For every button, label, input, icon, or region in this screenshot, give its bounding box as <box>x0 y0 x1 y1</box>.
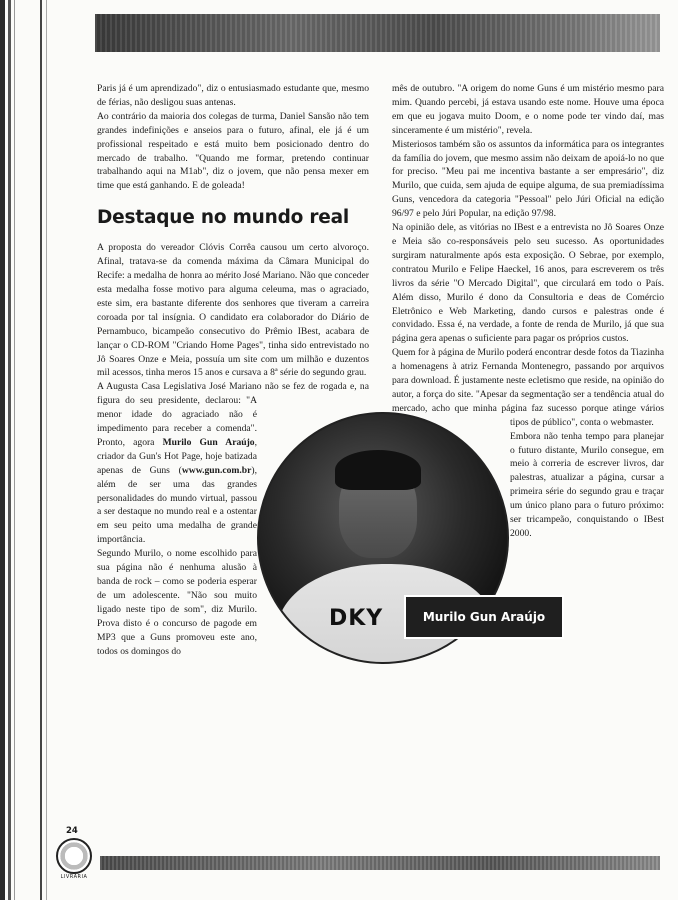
bold-url: www.gun.com.br <box>181 464 252 476</box>
paragraph: Ao contrário da maioria dos colegas de turma, Daniel Sansão não tem grandes indefinições e anseios para o futuro, afinal, ele já é um profissional respeitado e está muito bem posicionado dentro do mercado de trabalho. "Quando me formar, pretendo continuar trabalhando aqui na M1ab", diz o jovem, que não pensa mexer em time que está ganhando. E de goleada! <box>97 110 369 192</box>
paragraph: A proposta do vereador Clóvis Corrêa causou um certo alvoroço. Afinal, tratava-se da comenda máxima da Câmara Municipal do Recife: a medalha de honra ao mérito José Mariano. Não que conceder esta medalha fosse motivo para alguma celeuma, mas o agraciado, este sim, era bastante diferente dos senhores que tiveram a carreira coroada por tal insígnia. O candidato era colaborador do Diário de Pernambuco, bicampeão consecutivo do Prêmio IBest, acabara de lançar o CD-ROM "Criando Home Pages", tinha sido entrevistado no Jô Soares Onze e Meia, possuía um site com um milhão e duzentos mil acessos, tinha meros 15 anos e cursava a 8ª série do segundo grau. <box>97 242 369 379</box>
page-number: 24 <box>66 826 78 836</box>
binding-edge <box>0 0 5 900</box>
section-heading: Destaque no mundo real <box>97 207 350 229</box>
binding-edge-line <box>8 0 11 900</box>
paragraph: mês de outubro. "A origem do nome Guns é um mistério mesmo para mim. Quando percebi, já estava usando este nome. Houve uma época em que eu jogava muito Doom, e o nome pode ter vindo daí, mas sinceramente é um mistério", revela. <box>392 83 664 136</box>
binding-edge-line <box>40 0 42 900</box>
photo-caption: Murilo Gun Araújo <box>404 595 564 639</box>
paragraph: Segundo Murilo, o nome escolhido para sua página não é nenhuma alusão à banda de rock – como se poderia esperar de um adolescente. "Não sou muito ligado neste tipo de som", diz Murilo. Prova disto é o concurso de pagode em MP3 que a Guns promoveu este ano, todos os domingos do <box>97 548 257 657</box>
paragraph: Na opinião dele, as vitórias no IBest e a entrevista no Jô Soares Onze e Meia são co-responsáveis pelo seu sucesso. As oportunidades surgiram naturalmente após esta exposição. O Sebrae, por exemplo, contratou Murilo e Felipe Haeckel, 16 anos, para escreverem os três livros da série "O Mercado Digital", que circulará em todo o País. Além disso, Murilo é dono da Consultoria e deas de Comércio Eletrônico e Web Marketing, dando cursos e palestras onde é convidado. Essa é, na verdade, a fonte de renda de Murilo, já que sua página gera apenas o suficiente para pagar os próprios custos. <box>392 222 664 345</box>
footer-decorative-bar <box>100 856 660 870</box>
publisher-logo-icon <box>56 838 92 874</box>
paragraph: Embora não tenha tempo para planejar o futuro distante, Murilo consegue, em meio à correria de escrever livros, dar palestras, atualizar a página, cursar a primeira série do segundo grau e traçar um único plano para o futuro próximo: ser tricampeão, conquistando o IBest 2000. <box>510 430 664 539</box>
binding-edge-line <box>14 0 15 900</box>
bold-name: Murilo Gun Araújo <box>162 436 255 448</box>
photo-hair <box>335 450 421 490</box>
publisher-logo-text: LIVRARIA <box>60 874 88 880</box>
paragraph: A Augusta Casa Legislativa José Mariano não se fez de rogada e, na figura do seu presidente, declarou: "A menor idade do agraciado não é impedimento para receber a comenda". Pronto, agora Murilo Gun Araújo, criador da Gun's Hot Page, hoje batizada apenas de Guns (www.gun.com.br), além de ser uma das grandes personalidades do mundo virtual, passou a ser destaque no mundo real e a ostentar em seu peito uma medalha de grande importância. <box>97 381 369 546</box>
binding-edge-line <box>46 0 47 900</box>
header-decorative-bar <box>95 14 660 52</box>
paragraph: Quem for à página de Murilo poderá encontrar desde fotos da Tiazinha a homenagens à atriz Fernanda Montenegro, passando por arquivos para download. É justamente neste ecletismo que reside, na opinião do autor, a força do site. "Apesar da segmentação ser a tendência atual do mercado, acho que minha página faz sucesso porque atinge vários tipos de público", conta o webmaster. <box>392 347 665 428</box>
shirt-print: DKY <box>329 606 384 631</box>
paragraph: Misteriosos também são os assuntos da informática para os integrantes da família do jovem, que mesmo assim não deixam de apoiá-lo no que for preciso. "Meu pai me incentiva bastante a ser empresário", diz Murilo, que cuida, sem ajuda de equipe alguma, de sua premiadíssima Guns, vencedora da categoria "Pessoal" pelo Júri Oficial na edição 96/97 e pelo Júri Popular, na edição 97/98. <box>392 138 664 220</box>
intro-paragraph: Paris já é um aprendizado", diz o entusiasmado estudante que, mesmo de férias, não desligou suas antenas. <box>97 83 369 108</box>
